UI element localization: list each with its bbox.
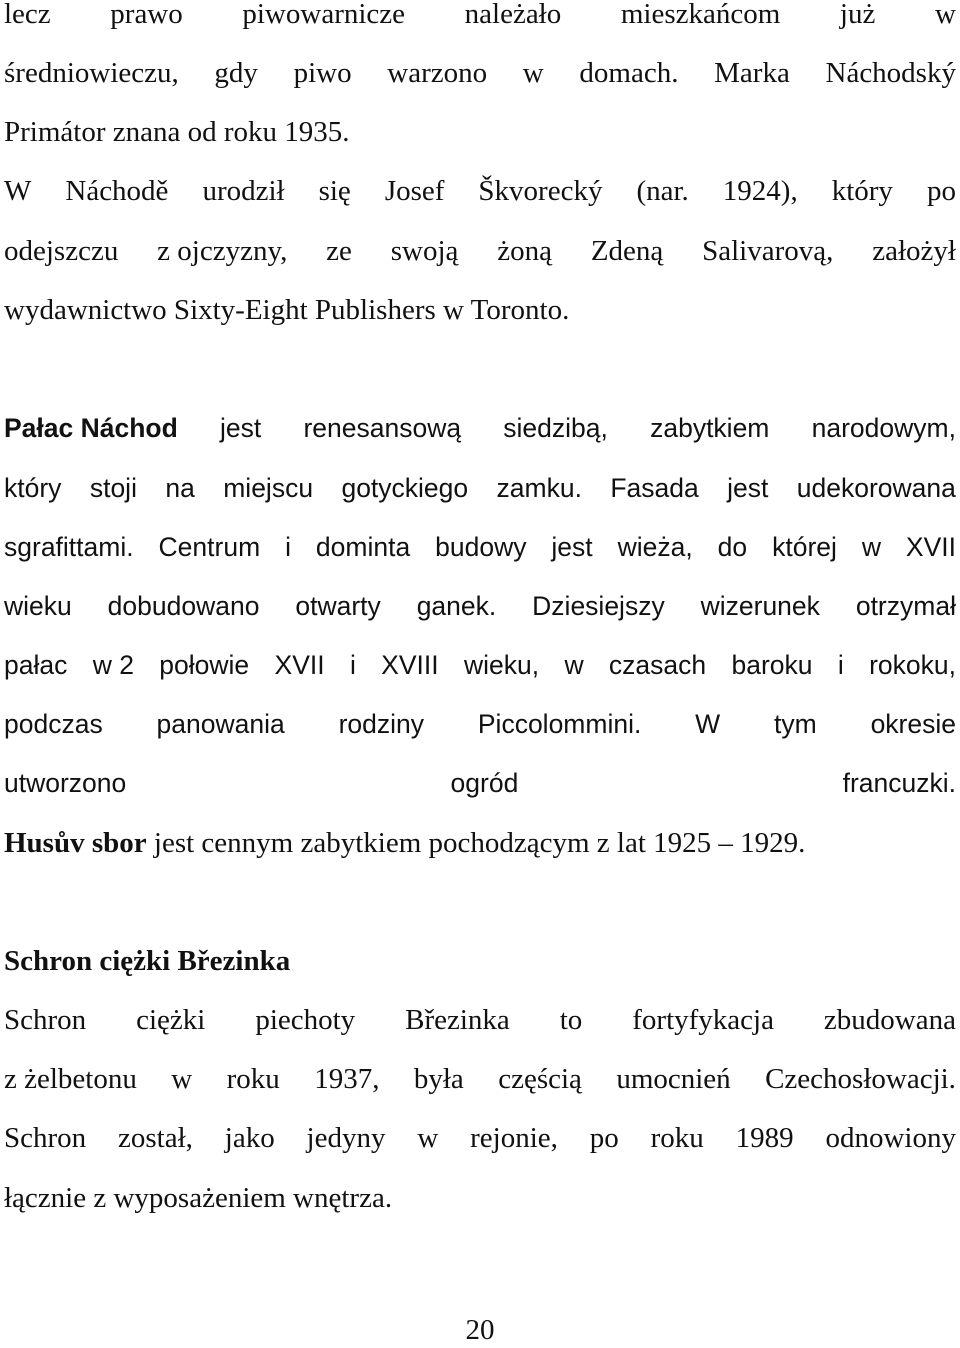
bold-term: Husův sbor: [4, 827, 147, 859]
word: jedyny: [306, 1122, 386, 1154]
text-line: [4, 173, 956, 209]
word: XVIII: [381, 650, 439, 680]
word: Náchodský: [825, 57, 956, 89]
word: w: [564, 650, 584, 680]
word: z ojczyzny,: [157, 235, 288, 267]
word: ze: [326, 235, 352, 267]
word: należało: [464, 0, 562, 30]
word: Dziesiejszy: [532, 591, 665, 621]
word: (nar.: [636, 175, 689, 207]
text-line: [4, 0, 956, 32]
word: otrzymał: [855, 591, 956, 621]
word: której: [772, 532, 837, 562]
word: średniowieczu,: [4, 57, 179, 89]
word: Marka: [714, 57, 790, 89]
word: Piccolommini.: [477, 709, 642, 739]
word: renesansową: [303, 413, 462, 443]
word: w: [861, 532, 881, 562]
word: do: [717, 532, 748, 562]
word: który: [831, 175, 893, 207]
word: który: [4, 473, 62, 503]
word: XVII: [274, 650, 325, 680]
word: budowy: [435, 532, 527, 562]
text-line: [4, 765, 956, 801]
word: siedzibą,: [503, 413, 608, 443]
text-line: [4, 588, 956, 624]
word: i: [837, 650, 844, 680]
word: wieku,: [463, 650, 540, 680]
word: ciężki: [136, 1004, 206, 1036]
word: stoji: [89, 473, 137, 503]
text-line: [4, 1002, 956, 1038]
word: zbudowana: [823, 1004, 956, 1036]
word: fortyfykacja: [632, 1004, 774, 1036]
word: pałac: [4, 650, 68, 680]
word: udekorowana: [796, 473, 956, 503]
word: po: [589, 1122, 619, 1154]
word: mieszkańcom: [620, 0, 781, 30]
word: sgrafittami.: [4, 532, 134, 562]
word: rodziny: [338, 709, 425, 739]
word: dobudowano: [107, 591, 260, 621]
word: W: [4, 175, 32, 207]
word: zabytkiem: [650, 413, 770, 443]
text-line: [4, 470, 956, 506]
word: Schron: [4, 1004, 87, 1036]
word: i: [285, 532, 291, 562]
word: baroku: [731, 650, 813, 680]
word: czasach: [608, 650, 707, 680]
word: francuzki.: [842, 768, 956, 798]
word: podczas: [4, 709, 103, 739]
word: na: [165, 473, 195, 503]
word: Czechosłowacji.: [765, 1063, 956, 1095]
text-line: wydawnictwo Sixty-Eight Publishers w Toronto.: [4, 294, 570, 326]
text-line: [4, 825, 956, 861]
word: się: [318, 175, 351, 207]
word: była: [413, 1063, 464, 1095]
word: i: [349, 650, 356, 680]
word: w: [417, 1122, 439, 1154]
word: domach.: [579, 57, 679, 89]
word: ganek.: [416, 591, 497, 621]
word: W: [695, 709, 721, 739]
text-line: [4, 529, 956, 565]
word: jest: [220, 413, 262, 443]
text-line: [4, 1061, 956, 1097]
word: warzono: [387, 57, 488, 89]
word: miejscu: [223, 473, 314, 503]
word: to: [559, 1004, 583, 1036]
word: piwowarnicze: [242, 0, 406, 30]
word: jest: [551, 532, 593, 562]
word: dominta: [315, 532, 411, 562]
word: założył: [872, 235, 956, 267]
word: w: [171, 1063, 193, 1095]
text-run: jest cennym zabytkiem pochodzącym z lat 1925 – 1929.: [153, 827, 806, 859]
section-heading: Schron ciężki Březinka: [4, 945, 291, 977]
word: rejonie,: [470, 1122, 558, 1154]
word: piwo: [293, 57, 352, 89]
word: Náchodě: [65, 175, 169, 207]
word: piechoty: [255, 1004, 356, 1036]
word: żoną: [497, 235, 552, 267]
word: Centrum: [158, 532, 261, 562]
word: został,: [118, 1122, 193, 1154]
word: Zdeną: [590, 235, 664, 267]
word: Škvorecký: [478, 175, 603, 207]
word: Březinka: [405, 1004, 510, 1036]
word: po: [926, 175, 956, 207]
word: otwarty: [295, 591, 381, 621]
word: panowania: [156, 709, 285, 739]
word: wieku: [4, 591, 72, 621]
word: 1989: [735, 1122, 794, 1154]
word: gdy: [214, 57, 258, 89]
word: okresie: [870, 709, 956, 739]
word: Schron: [4, 1122, 87, 1154]
word: zamku.: [496, 473, 582, 503]
word: lecz: [4, 0, 51, 30]
text-line: łącznie z wyposażeniem wnętrza.: [4, 1182, 393, 1214]
bold-term: Pałac Náchod: [4, 413, 178, 443]
word: swoją: [390, 235, 459, 267]
text-line: [4, 233, 956, 269]
word: urodził: [202, 175, 285, 207]
word: ogród: [450, 768, 519, 798]
document-page: [4, 0, 956, 1344]
word: już: [839, 0, 876, 30]
word: prawo: [110, 0, 183, 30]
word: częścią: [498, 1063, 582, 1095]
word: w 2: [92, 650, 134, 680]
word: w: [522, 57, 544, 89]
word: umocnień: [616, 1063, 731, 1095]
word: tym: [774, 709, 817, 739]
word: rokoku,: [869, 650, 956, 680]
word: utworzono: [4, 768, 127, 798]
word: roku: [226, 1063, 280, 1095]
word: wizerunek: [700, 591, 820, 621]
text-line: [4, 706, 956, 742]
text-line: [4, 55, 956, 91]
text-line: Primátor znana od roku 1935.: [4, 116, 350, 148]
word: jako: [224, 1122, 275, 1154]
word: Fasada: [610, 473, 699, 503]
word: XVII: [905, 532, 956, 562]
word: 1937,: [314, 1063, 380, 1095]
text-line: [4, 410, 956, 446]
word: narodowym,: [811, 413, 956, 443]
word: odejszczu: [4, 235, 119, 267]
word: wieża,: [617, 532, 693, 562]
word: Salivarovą,: [702, 235, 834, 267]
word: połowie: [159, 650, 250, 680]
text-line: [4, 1120, 956, 1156]
word: z żelbetonu: [4, 1063, 137, 1095]
word: odnowiony: [825, 1122, 956, 1154]
text-line: [4, 647, 956, 683]
word: Josef: [384, 175, 445, 207]
word: 1924),: [722, 175, 798, 207]
page-number: 20: [465, 1314, 495, 1346]
word: w: [934, 0, 956, 30]
word: gotyckiego: [341, 473, 469, 503]
word: jest: [727, 473, 769, 503]
word: roku: [650, 1122, 704, 1154]
